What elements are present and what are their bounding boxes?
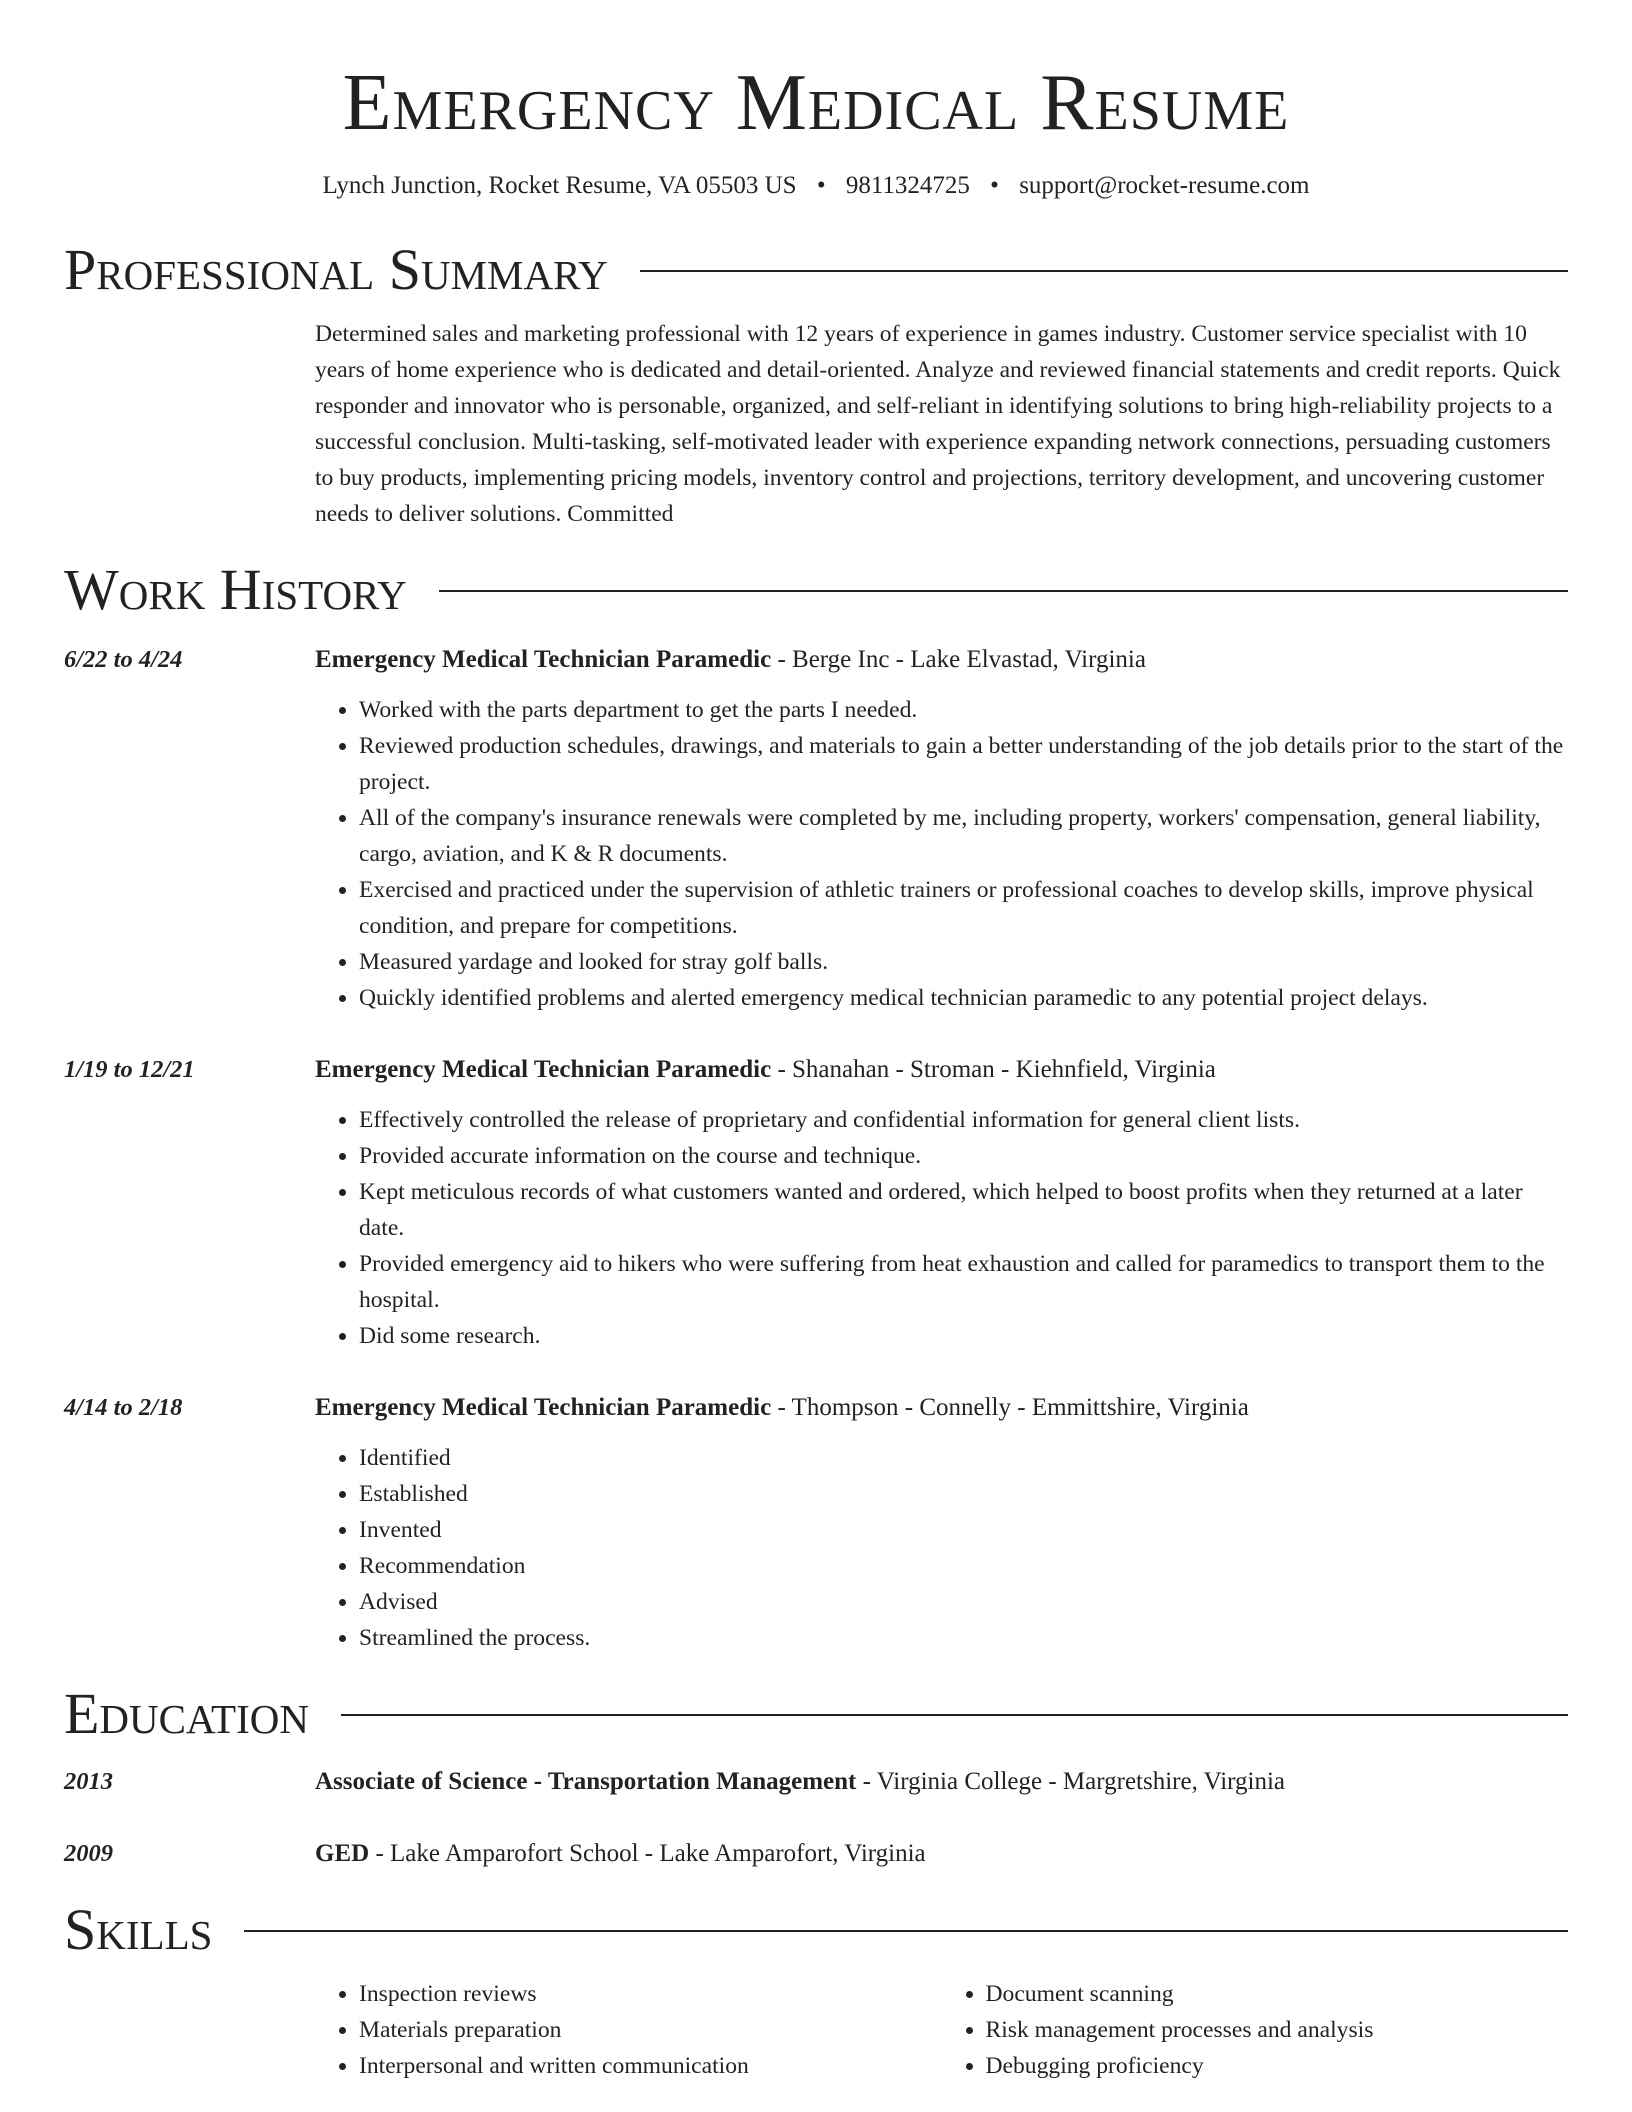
resume-page bbox=[64, 0, 1568, 2084]
education-entry bbox=[64, 1836, 1568, 1872]
summary-text: Determined sales and marketing professional with 12 years of experience in games industry. Customer service specialist with 10 years of home experience who is dedicated and detail-oriented. Analyze and reviewed financial statements and credit reports. Quick responder and innovator who is personable, organized, and self-reliant in identifying solutions to bring high-reliability projects to a successful conclusion. Multi-tasking, self-motivated leader with experience expanding network connections, persuading customers to buy products, implementing pricing models, inventory control and projections, territory development, and uncovering customer needs to deliver solutions. Committed bbox=[315, 321, 1561, 527]
contact-phone: 9811324725 bbox=[845, 172, 970, 199]
work-list bbox=[64, 642, 1568, 1656]
education-entry bbox=[64, 1764, 1568, 1800]
work-section-header bbox=[64, 558, 1568, 622]
work-entry bbox=[64, 642, 1568, 1016]
contact-separator: • bbox=[816, 172, 826, 199]
education-year: 2009 bbox=[64, 1840, 113, 1867]
list-item: • Exercised and practiced under the supervision of athletic trainers or professional coaches to develop skills, improve physical condition, and prepare for competitions. bbox=[359, 872, 1568, 944]
work-dates: 4/14 to 2/18 bbox=[64, 1394, 183, 1421]
job-employer-location: - Shanahan - Stroman - Kiehnfield, Virginia bbox=[771, 1056, 1216, 1083]
degree: Associate of Science - Transportation Management bbox=[315, 1768, 857, 1795]
list-item: • Worked with the parts department to get the parts I needed. bbox=[359, 692, 1568, 728]
section-divider bbox=[439, 590, 1568, 592]
job-bullets bbox=[315, 1440, 1568, 1656]
list-item: • Did some research. bbox=[359, 1318, 1568, 1354]
work-heading: Work History bbox=[64, 557, 407, 622]
education-entry-heading bbox=[315, 1764, 1568, 1800]
list-item: • Streamlined the process. bbox=[359, 1620, 1568, 1656]
skills-columns bbox=[315, 1976, 1568, 2084]
list-item: • Reviewed production schedules, drawings, and materials to gain a better understanding of the job details prior to the start of the project. bbox=[359, 728, 1568, 800]
contact-line bbox=[64, 170, 1568, 202]
work-entry bbox=[64, 1390, 1568, 1656]
skill-item: • Interpersonal and written communication bbox=[359, 2048, 942, 2084]
skill-item: • Debugging proficiency bbox=[986, 2048, 1569, 2084]
school-location: - Lake Amparofort School - Lake Amparofort, Virginia bbox=[369, 1840, 926, 1867]
work-entry-body bbox=[315, 1052, 1568, 1354]
summary-heading: Professional Summary bbox=[64, 237, 608, 302]
list-item: • Established bbox=[359, 1476, 1568, 1512]
list-item: • All of the company's insurance renewals were completed by me, including property, workers' compensation, general liability, cargo, aviation, and K & R documents. bbox=[359, 800, 1568, 872]
education-section-header bbox=[64, 1682, 1568, 1746]
contact-address: Lynch Junction, Rocket Resume, VA 05503 US bbox=[322, 172, 797, 199]
list-item: • Kept meticulous records of what customers wanted and ordered, which helped to boost profits when they returned at a later date. bbox=[359, 1174, 1568, 1246]
skill-item: • Document scanning bbox=[986, 1976, 1569, 2012]
work-entry-body bbox=[315, 642, 1568, 1016]
skills-heading: Skills bbox=[64, 1897, 213, 1962]
list-item: • Advised bbox=[359, 1584, 1568, 1620]
education-entry-heading bbox=[315, 1836, 1568, 1872]
list-item: • Provided accurate information on the course and technique. bbox=[359, 1138, 1568, 1174]
job-bullets bbox=[315, 1102, 1568, 1354]
list-item: • Identified bbox=[359, 1440, 1568, 1476]
skills-list-left bbox=[315, 1976, 942, 2084]
work-entry-heading bbox=[315, 1390, 1568, 1426]
contact-separator: • bbox=[990, 172, 999, 199]
job-title: Emergency Medical Technician Paramedic bbox=[315, 1394, 772, 1421]
job-employer-location: - Thompson - Connelly - Emmittshire, Virginia bbox=[771, 1394, 1249, 1421]
education-list bbox=[64, 1764, 1568, 1872]
list-item: • Invented bbox=[359, 1512, 1568, 1548]
work-entry-body bbox=[315, 1390, 1568, 1656]
list-item: • Measured yardage and looked for stray golf balls. bbox=[359, 944, 1568, 980]
list-item: • Quickly identified problems and alerted emergency medical technician paramedic to any potential project delays. bbox=[359, 980, 1568, 1016]
job-employer-location: - Berge Inc - Lake Elvastad, Virginia bbox=[771, 646, 1146, 673]
education-entry-body bbox=[315, 1764, 1568, 1800]
work-entry-heading bbox=[315, 1052, 1568, 1088]
section-divider bbox=[341, 1714, 1568, 1716]
section-divider bbox=[640, 270, 1568, 272]
work-entry bbox=[64, 1052, 1568, 1354]
education-entry-body bbox=[315, 1836, 1568, 1872]
skill-item: • Risk management processes and analysis bbox=[986, 2012, 1569, 2048]
contact-email: support@rocket-resume.com bbox=[1019, 172, 1310, 199]
resume-title: Emergency Medical Resume bbox=[342, 59, 1290, 147]
education-heading: Education bbox=[64, 1681, 309, 1746]
work-dates: 6/22 to 4/24 bbox=[64, 646, 183, 673]
section-divider bbox=[244, 1930, 1568, 1932]
job-title: Emergency Medical Technician Paramedic bbox=[315, 1056, 772, 1083]
skills-list-right bbox=[942, 1976, 1569, 2084]
work-dates: 1/19 to 12/21 bbox=[64, 1056, 195, 1083]
work-entry-heading bbox=[315, 642, 1568, 678]
degree: GED bbox=[315, 1840, 370, 1867]
skills-section-header bbox=[64, 1898, 1568, 1962]
skill-item: • Inspection reviews bbox=[359, 1976, 942, 2012]
skill-item: • Materials preparation bbox=[359, 2012, 942, 2048]
school-location: - Virginia College - Margretshire, Virginia bbox=[856, 1768, 1285, 1795]
list-item: • Recommendation bbox=[359, 1548, 1568, 1584]
list-item: • Provided emergency aid to hikers who were suffering from heat exhaustion and called for paramedics to transport them to the hospital. bbox=[359, 1246, 1568, 1318]
summary-section-header bbox=[64, 238, 1568, 302]
job-title: Emergency Medical Technician Paramedic bbox=[315, 646, 772, 673]
list-item: • Effectively controlled the release of proprietary and confidential information for general client lists. bbox=[359, 1102, 1568, 1138]
job-bullets bbox=[315, 692, 1568, 1016]
education-year: 2013 bbox=[64, 1768, 113, 1795]
